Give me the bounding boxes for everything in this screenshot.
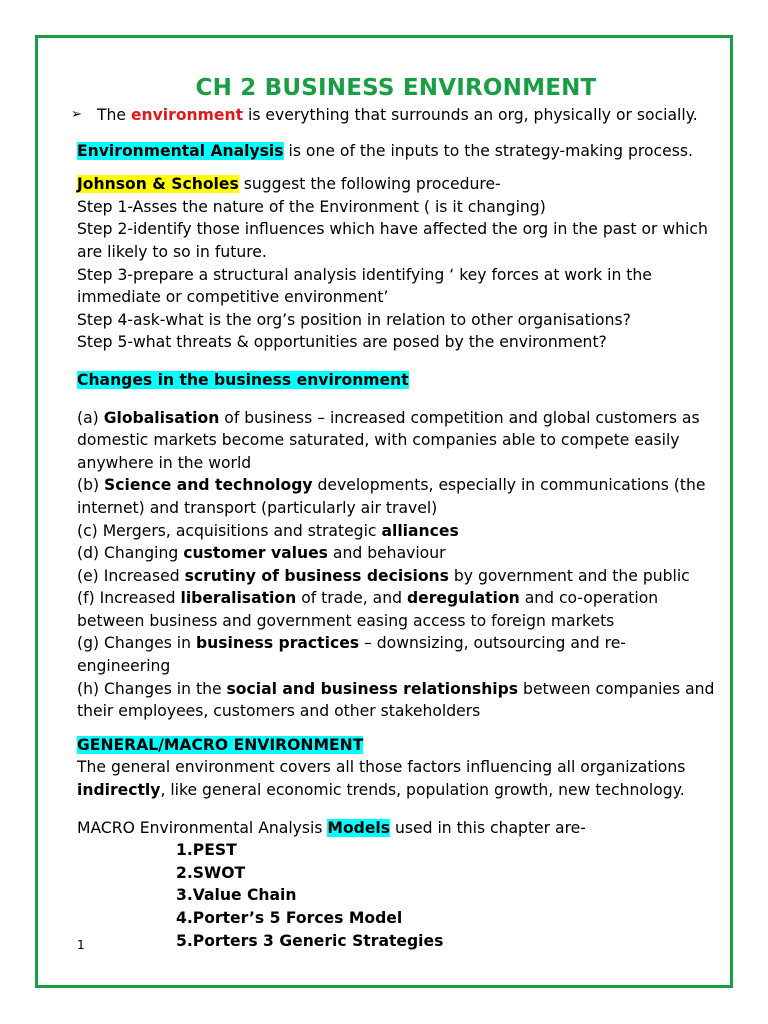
models-intro-post: used in this chapter are- (390, 818, 586, 837)
env-analysis-post: is one of the inputs to the strategy-making process. (283, 141, 693, 160)
change-item-text: between companies and their employees, customers and other stakeholders (77, 679, 715, 721)
change-item-text: by government and the public (448, 566, 690, 585)
intro-post: is everything that surrounds an org, physically or socially. (243, 106, 698, 124)
change-item-prefix: (f) Increased (77, 589, 181, 608)
changes-heading-line (77, 369, 717, 392)
macro-paragraph-post: , like general economic trends, population growth, new technology. (160, 781, 685, 800)
term-environment: environment (130, 106, 244, 124)
procedure-step: Step 1-Asses the nature of the Environment ( is it changing) (77, 197, 546, 216)
change-item-text: developments, especially in communications (the internet) and transport (particularly air travel) (77, 476, 706, 517)
macro-paragraph (77, 756, 717, 801)
change-item-prefix: (d) Changing (77, 544, 184, 563)
change-item (77, 632, 717, 677)
change-item (77, 474, 717, 519)
model-item: 3.Value Chain (176, 886, 297, 905)
change-item-keyword: customer values (183, 544, 328, 563)
change-item (77, 520, 717, 543)
change-item-keyword: Science and technology (104, 476, 313, 495)
models-intro-pre: MACRO Environmental Analysis (77, 818, 328, 837)
change-item-text: and behaviour (327, 544, 446, 563)
procedure-step: Step 4-ask-what is the org’s position in relation to other organisations? (77, 310, 631, 329)
change-item-prefix: (h) Changes in the (77, 679, 227, 698)
change-item-prefix: (e) Increased (77, 566, 185, 585)
change-item-keyword: business practices (195, 634, 360, 653)
change-item-keyword: liberalisation (180, 589, 297, 608)
page-number: 1 (77, 938, 85, 952)
change-item (77, 678, 717, 723)
intro-pre: The (97, 106, 131, 124)
change-item (77, 407, 717, 475)
change-item-prefix: (c) Mergers, acquisitions and strategic (77, 521, 382, 540)
macro-heading: GENERAL/MACRO ENVIRONMENT (77, 735, 364, 754)
change-item (77, 587, 717, 632)
procedure-step: Step 3-prepare a structural analysis identifying ‘ key forces at work in the immediate or competitive environment’ (77, 265, 652, 307)
models-list (176, 839, 717, 952)
page-title: CH 2 BUSINESS ENVIRONMENT (195, 75, 597, 101)
term-johnson-scholes: Johnson & Scholes (77, 175, 239, 194)
change-item-text: of trade, and (296, 589, 407, 608)
change-item-text: and co-operation between business and government easing access to foreign markets (77, 589, 659, 630)
change-item-keyword: alliances (381, 521, 459, 540)
change-item-keyword: deregulation (406, 589, 520, 608)
changes-heading: Changes in the business environment (77, 370, 409, 389)
term-indirectly: indirectly (77, 781, 161, 800)
procedure-step: Step 5-what threats & opportunities are posed by the environment? (77, 333, 607, 352)
term-environmental-analysis: Environmental Analysis (77, 141, 284, 160)
model-item: 5.Porters 3 Generic Strategies (176, 931, 444, 950)
env-analysis-paragraph (77, 140, 717, 163)
intro-bullet (71, 104, 717, 127)
procedure-intro (77, 173, 717, 196)
procedure-step: Step 2-identify those influences which have affected the org in the past or which are likely to so in future. (77, 220, 708, 261)
model-item: 1.PEST (176, 841, 237, 860)
change-item-text: – downsizing, outsourcing and re-engineering (77, 634, 626, 676)
change-item-keyword: scrutiny of business decisions (184, 566, 449, 585)
change-item (77, 542, 717, 565)
change-item-prefix: (b) (77, 476, 105, 495)
change-item-text: of business – increased competition and global customers as domestic markets become saturated, with companies able to compete easily anywhere in the world (77, 408, 700, 472)
change-item (77, 565, 717, 588)
change-item-prefix: (a) (77, 408, 104, 427)
models-intro (77, 817, 717, 840)
arrowhead-bullet-icon: ➢ (71, 107, 82, 122)
change-item-keyword: Globalisation (103, 408, 220, 427)
change-item-keyword: social and business relationships (226, 679, 519, 698)
macro-heading-line (77, 734, 717, 757)
term-models: Models (327, 818, 391, 837)
document-page (71, 73, 717, 952)
procedure-post: suggest the following procedure- (238, 175, 501, 194)
macro-paragraph-pre: The general environment covers all those factors influencing all organizations (77, 758, 686, 777)
model-item: 2.SWOT (176, 863, 246, 882)
change-item-prefix: (g) Changes in (77, 634, 196, 653)
model-item: 4.Porter’s 5 Forces Model (176, 909, 403, 927)
